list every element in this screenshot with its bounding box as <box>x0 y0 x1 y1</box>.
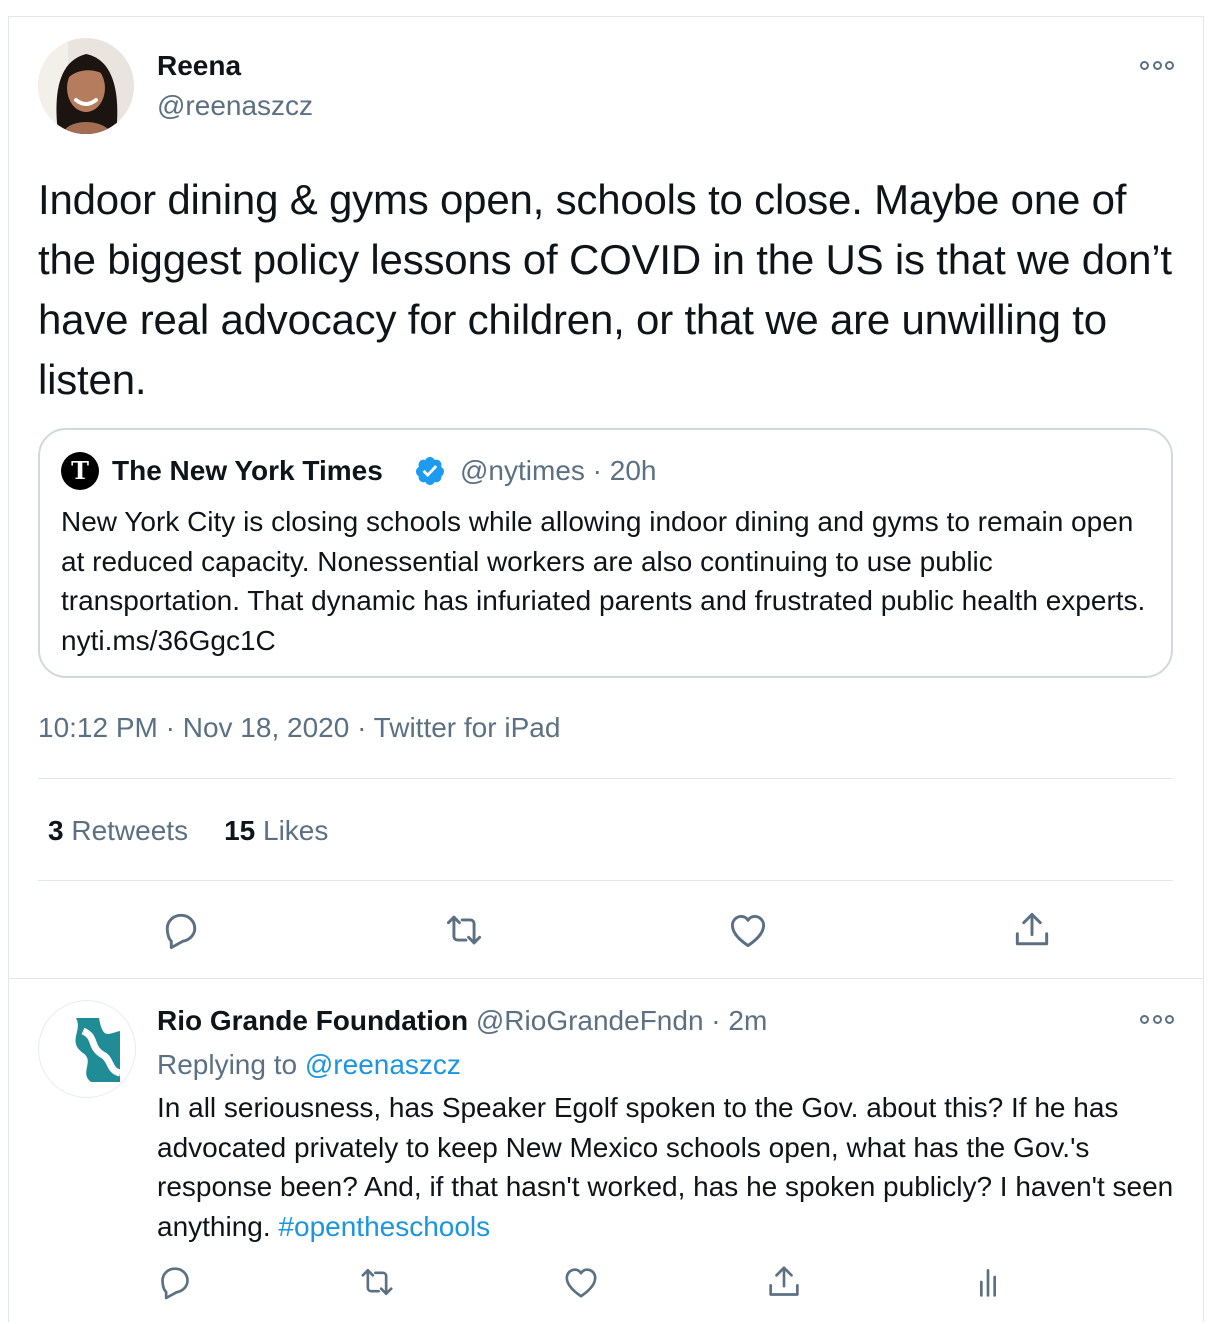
more-options-icon[interactable] <box>1140 1012 1174 1026</box>
tweet-separator <box>8 978 1204 979</box>
user-handle[interactable]: @reenaszcz <box>157 90 314 121</box>
engagement-stats <box>48 812 328 850</box>
retweets-label: Retweets <box>71 815 189 846</box>
likes-stat[interactable] <box>224 815 328 846</box>
avatar[interactable] <box>38 38 134 134</box>
quoted-tweet[interactable] <box>38 428 1173 678</box>
reply-text <box>157 1088 1187 1246</box>
reply-display-name[interactable]: Rio Grande Foundation <box>157 1005 469 1036</box>
divider <box>38 880 1173 881</box>
more-options-icon[interactable] <box>1140 58 1174 72</box>
retweet-icon[interactable] <box>357 1262 397 1302</box>
reply-icon[interactable] <box>159 908 203 952</box>
reply-icon[interactable] <box>155 1262 195 1302</box>
nytimes-logo-icon: T <box>61 452 99 490</box>
tweet-text: Indoor dining & gyms open, schools to close. Maybe one of the biggest policy lessons of COVID in the US is that we don’t have real advocacy for children, or that we are unwilling to listen. <box>38 176 1172 403</box>
quoted-text: New York City is closing schools while allowing indoor dining and gyms to remain open at reduced capacity. Nonessential workers are also continuing to use public transportation. That dynamic has infuriated parents and frustrated public health experts. nyti.ms/36Ggc1C <box>61 506 1146 656</box>
replying-prefix: Replying to <box>157 1049 298 1080</box>
reply-avatar[interactable] <box>38 1000 136 1098</box>
divider <box>38 778 1173 779</box>
display-name[interactable]: Reena <box>157 50 242 81</box>
reply-body: In all seriousness, has Speaker Egolf spoken to the Gov. about this? If he has advocated privately to keep New Mexico schools open, what has the Gov.'s response been? And, if that hasn't worked, has he spoken publicly? I haven't seen anything. <box>157 1092 1174 1242</box>
replying-to <box>157 1046 461 1084</box>
hashtag-link[interactable]: #opentheschools <box>278 1210 491 1242</box>
like-icon[interactable] <box>561 1262 601 1302</box>
share-icon[interactable] <box>1010 908 1054 952</box>
retweet-icon[interactable] <box>442 908 486 952</box>
retweets-stat[interactable] <box>48 815 188 846</box>
tweet-timestamp[interactable]: 10:12 PM · Nov 18, 2020 · Twitter for iPad <box>38 712 561 743</box>
analytics-icon[interactable] <box>968 1262 1008 1302</box>
likes-count: 15 <box>224 815 256 846</box>
replying-handle-link[interactable]: @reenaszcz <box>304 1049 461 1080</box>
likes-label: Likes <box>263 815 329 846</box>
quoted-display-name: The New York Times <box>112 455 383 486</box>
like-icon[interactable] <box>726 908 770 952</box>
reply-header <box>157 1002 767 1040</box>
quoted-meta: @nytimes · 20h <box>460 455 657 486</box>
reply-meta[interactable]: @RioGrandeFndn · 2m <box>475 1005 768 1036</box>
retweets-count: 3 <box>48 815 64 846</box>
share-icon[interactable] <box>764 1262 804 1302</box>
verified-badge-icon <box>414 455 446 487</box>
